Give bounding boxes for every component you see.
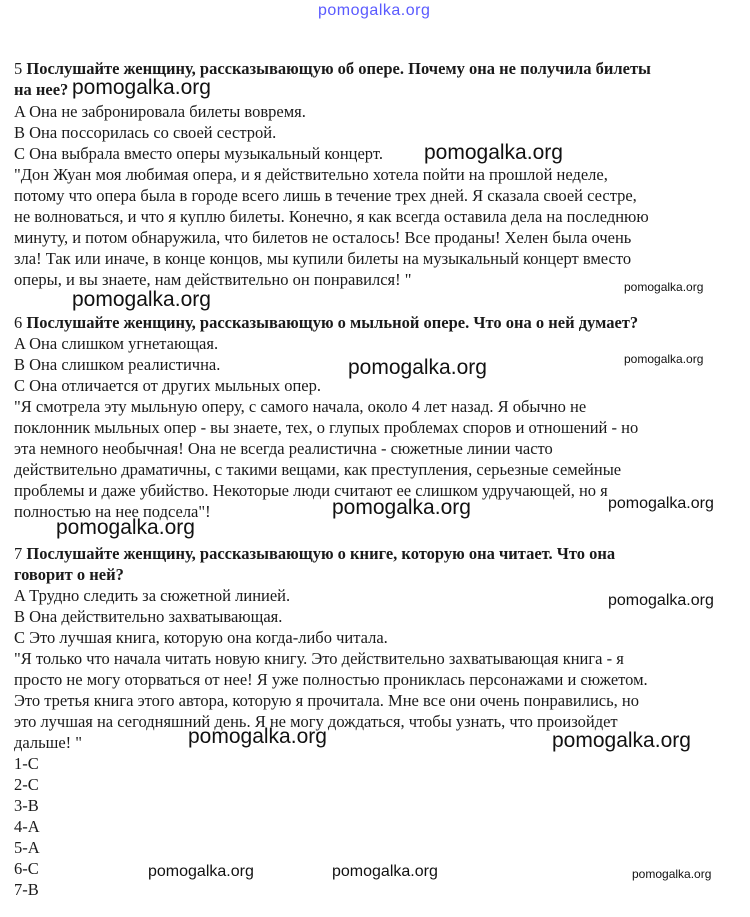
header-watermark: pomogalka.org <box>318 2 431 19</box>
transcript-line: поклонник мыльных опер - вы знаете, тех, о глупых проблемах споров и отношений - но <box>14 418 639 437</box>
transcript-line: оперы, и вы знаете, нам действительно он понравился! " <box>14 270 412 289</box>
watermark: pomogalka.org <box>632 867 712 881</box>
transcript-line: зла! Так или иначе, в конце концов, мы купили билеты на музыкальный концерт вместо <box>14 249 632 268</box>
option-b: B Она поссорилась со своей сестрой. <box>14 123 277 142</box>
question-text: Послушайте женщину, рассказывающую о книге, которую она читает. Что она <box>26 544 616 563</box>
transcript-line: это лучшая на сегодняшний день. Я не могу дождаться, чтобы узнать, что произойдет <box>14 712 618 731</box>
watermark: pomogalka.org <box>56 516 195 539</box>
option-b: B Она слишком реалистична. <box>14 355 221 374</box>
transcript-line: "Дон Жуан моя любимая опера, и я действительно хотела пойти на прошлой неделе, <box>14 165 608 184</box>
watermark: pomogalka.org <box>552 729 691 752</box>
question-6-heading <box>14 312 638 333</box>
answer-item: 2-C <box>14 775 39 794</box>
answer-item: 1-C <box>14 754 39 773</box>
transcript-line: Это третья книга этого автора, которую я прочитала. Мне все они очень понравились, но <box>14 691 639 710</box>
option-a: A Она слишком угнетающая. <box>14 334 219 353</box>
option-a: A Она не забронировала билеты вовремя. <box>14 102 306 121</box>
question-5-heading-cont: на нее? <box>14 80 69 99</box>
transcript-line: потому что опера была в городе всего лишь в течение трех дней. Я сказала своей сестре, <box>14 186 637 205</box>
answer-item: 4-A <box>14 817 40 836</box>
answer-item: 3-B <box>14 796 39 815</box>
transcript-line: проблемы и даже убийство. Некоторые люди считают ее слишком удручающей, но я <box>14 481 608 500</box>
transcript-line: полностью на нее подсела"! <box>14 502 211 521</box>
watermark: pomogalka.org <box>332 496 471 519</box>
answer-item: 5-A <box>14 838 40 857</box>
transcript-line: действительно драматичны, с такими вещами, как преступления, серьезные семейные <box>14 460 622 479</box>
transcript-line: просто не могу оторваться от нее! Я уже полностью прониклась персонажами и сюжетом. <box>14 670 648 689</box>
watermark: pomogalka.org <box>424 141 563 164</box>
transcript-line: не волноваться, и что я куплю билеты. Конечно, я как всегда оставила дела на последнюю <box>14 207 649 226</box>
watermark: pomogalka.org <box>348 356 487 379</box>
answer-item: 7-B <box>14 880 39 899</box>
watermark: pomogalka.org <box>608 495 714 512</box>
option-b: B Она действительно захватывающая. <box>14 607 283 626</box>
watermark: pomogalka.org <box>624 352 704 366</box>
option-c: C Она выбрала вместо оперы музыкальный концерт. <box>14 144 383 163</box>
watermark: pomogalka.org <box>148 863 254 880</box>
transcript-line: минуту, и потом обнаружила, что билетов не осталось! Все проданы! Хелен была очень <box>14 228 632 247</box>
question-number: 7 <box>14 544 23 563</box>
transcript-line: эта немного необычная! Она не всегда реалистична - сюжетные линии часто <box>14 439 553 458</box>
watermark: pomogalka.org <box>72 288 211 311</box>
answer-item: 6-C <box>14 859 39 878</box>
option-a: A Трудно следить за сюжетной линией. <box>14 586 291 605</box>
transcript-line: "Я смотрела эту мыльную оперу, с самого начала, около 4 лет назад. Я обычно не <box>14 397 587 416</box>
question-7-heading-cont: говорит о ней? <box>14 565 124 584</box>
question-7-heading <box>14 543 615 564</box>
question-text: Послушайте женщину, рассказывающую о мыльной опере. Что она о ней думает? <box>26 313 639 332</box>
question-number: 6 <box>14 313 23 332</box>
watermark: pomogalka.org <box>608 592 714 609</box>
question-number: 5 <box>14 59 23 78</box>
option-c: C Это лучшая книга, которую она когда-либо читала. <box>14 628 388 647</box>
watermark: pomogalka.org <box>72 76 211 99</box>
watermark: pomogalka.org <box>188 725 327 748</box>
watermark: pomogalka.org <box>624 280 704 294</box>
option-c: C Она отличается от других мыльных опер. <box>14 376 321 395</box>
question-text: Послушайте женщину, рассказывающую об опере. Почему она не получила билеты <box>26 59 651 78</box>
transcript-line: "Я только что начала читать новую книгу. Это действительно захватывающая книга - я <box>14 649 624 668</box>
watermark: pomogalka.org <box>332 863 438 880</box>
transcript-line: дальше! " <box>14 733 83 752</box>
